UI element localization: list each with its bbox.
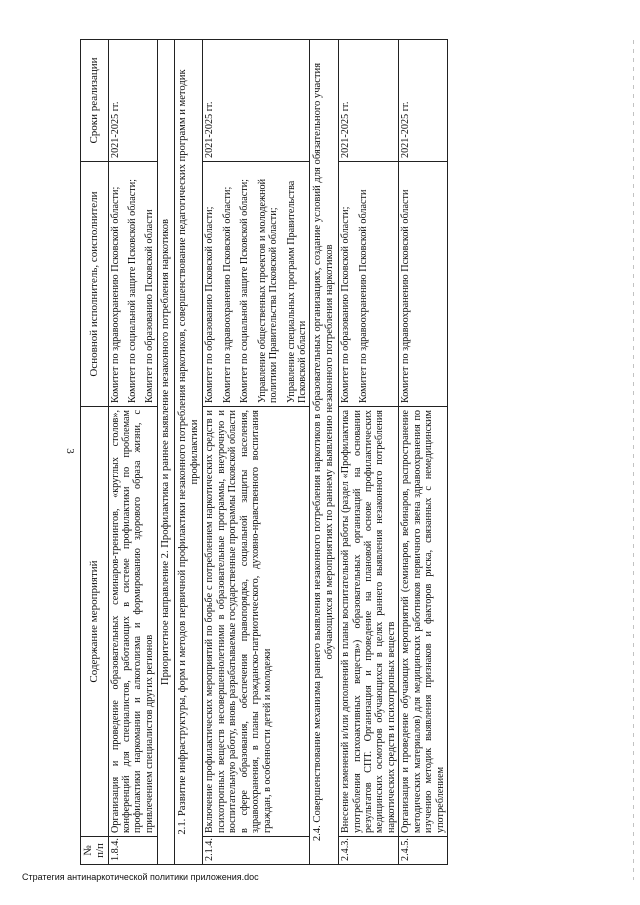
section-2-1: 2.1. Развитие инфраструктуры, форм и методов первичной профилактики незаконного потребления наркотиков, совершенствование педагогических программ и методик профилактики xyxy=(174,40,203,865)
row-executor xyxy=(339,162,399,407)
executor-line: Комитет по образованию Псковской области xyxy=(144,209,156,403)
executor-line: Комитет по социальной защите Псковской области; xyxy=(127,178,139,403)
row-executor xyxy=(108,162,157,407)
row-num: 2.4.5. xyxy=(399,837,448,865)
row-content: Внесение изменений и/или дополнений в планы воспитательной работы (раздел «Профилактика употребления психоактивных веществ») образовательных организаций на основании результатов СПТ. Организация и проведение на плановой основе профилактических медицинских осмотров обучающихся в целях раннего выявления незаконного потребления наркотических средств и психотропных веществ xyxy=(339,407,399,837)
executor-line: Комитет по образованию Псковской области; xyxy=(204,206,216,403)
row-deadline: 2021-2025 гг. xyxy=(108,40,157,162)
executor-line: Комитет по здравоохранению Псковской области xyxy=(357,189,369,403)
header-deadline: Сроки реализации xyxy=(81,40,109,162)
row-content: Организация и проведение обучающих мероприятий (семинаров, вебинаров, распространение методических материалов) для медицинских работников первичного звена здравоохранения по изучению методик выявления признаков и факторов риска, связанных с немедицинским употреблением xyxy=(399,407,448,837)
row-deadline: 2021-2025 гг. xyxy=(399,40,448,162)
footer-filename: Стратегия антинаркотической политики приложения.doc xyxy=(22,872,259,882)
row-num: 2.4.3. xyxy=(339,837,399,865)
table-row xyxy=(108,40,157,865)
row-executor xyxy=(203,162,310,407)
section-priority-2: Приоритетное направление 2. Профилактика и раннее выявление незаконного потребления наркотиков xyxy=(157,40,174,865)
section-row xyxy=(157,40,174,865)
executor-line: Комитет по социальной защите Псковской области; xyxy=(239,178,251,403)
row-content: Организация и проведение образовательных семинаров-тренингов, «круглых столов», конференций для специалистов, работающих в системе профилактики по проблемам профилактики наркомании и алкоголизма и формированию здорового образа жизни, с привлечением специалистов других регионов xyxy=(108,407,157,837)
scan-edge-mark xyxy=(633,40,634,880)
row-deadline: 2021-2025 гг. xyxy=(339,40,399,162)
executor-line: Комитет по здравоохранению Псковской области; xyxy=(109,186,121,403)
table-row xyxy=(203,40,310,865)
row-content: Включение профилактических мероприятий по борьбе с потреблением наркотических средств и психотропных веществ несовершеннолетними в образовательные программы, внеурочную и воспитательную работу, вновь разрабатываемые государственные программы Псковской области в сфере образования, обеспечения правопорядка, социальной защиты населения, здравоохранения, в планы гражданско-патриотического, духовно-нравственного воспитания граждан, в особенности детей и молодежи xyxy=(203,407,310,837)
row-num: 1.8.4. xyxy=(108,837,157,865)
header-content: Содержание мероприятий xyxy=(81,407,109,837)
table-header-row xyxy=(81,40,109,865)
executor-line: Комитет по здравоохранению Псковской области xyxy=(400,189,412,403)
row-executor xyxy=(399,162,448,407)
executor-line: Комитет по образованию Псковской области; xyxy=(340,206,352,403)
table-row xyxy=(399,40,448,865)
section-row xyxy=(174,40,203,865)
header-num: № п/п xyxy=(81,837,109,865)
executor-line: Управление специальных программ Правительства Псковской области xyxy=(285,180,308,403)
header-executor: Основной исполнитель, соисполнители xyxy=(81,162,109,407)
section-2-4: 2.4. Совершенствование механизма раннего выявления незаконного потребления наркотиков в образовательных организациях, создание условий для обязательного участия обучающихся в мероприятиях по раннему выявлению незаконного потребления наркотиков xyxy=(310,40,339,865)
row-num: 2.1.4. xyxy=(203,837,310,865)
row-deadline: 2021-2025 гг. xyxy=(203,40,310,162)
rotated-page-content xyxy=(80,40,625,865)
section-row xyxy=(310,40,339,865)
executor-line: Комитет по здравоохранению Псковской области; xyxy=(221,186,233,403)
table-row xyxy=(339,40,399,865)
executor-line: Управление общественных проектов и молодежной политики Правительства Псковской области; xyxy=(256,178,280,403)
page-number: 3 xyxy=(64,448,76,454)
measures-table xyxy=(80,39,448,865)
